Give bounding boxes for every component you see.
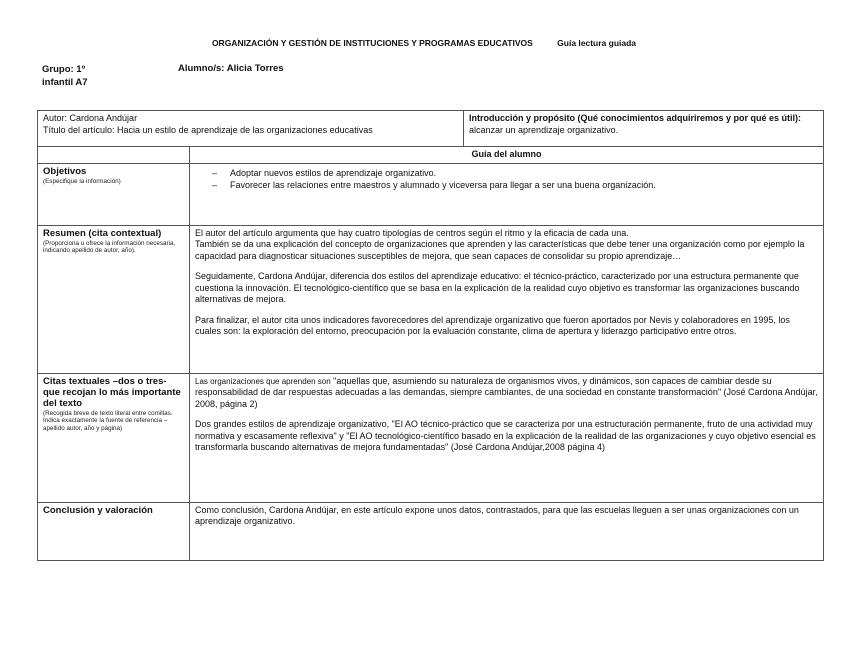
citas-paragraph-1 bbox=[195, 376, 818, 411]
resumen-paragraph-2: También se da una explicación del concepto de organizaciones que aprenden y las características que debe tener una organización como por ejemplo la capacidad para diagnosticar situaciones susceptibles de mejora, que sean capaces de consolidar su propio aprendizaje… bbox=[195, 239, 805, 261]
conclusion-label: Conclusión y valoración bbox=[43, 504, 153, 516]
citas-label: Citas textuales –dos o tres- que recojan lo más importante del texto bbox=[43, 375, 181, 409]
resumen-content bbox=[190, 225, 824, 373]
group-line-1: Grupo: 1º bbox=[42, 64, 86, 75]
resumen-paragraph-4: Para finalizar, el autor cita unos indicadores favorecedores del aprendizaje organizativo que fueron aportados por Nevis y colaboradores en 1995, los cuales son: la exploración del entorno, preocupación por la evaluación constante, clima de apertura y liderazgo participativo entre otros. bbox=[195, 314, 790, 336]
empty-cell bbox=[38, 147, 190, 164]
author-field: Autor: Cardona Andújar bbox=[43, 113, 138, 123]
info-row bbox=[38, 111, 824, 147]
citas-paragraph-2: Dos grandes estilos de aprendizaje organizativo, "El AO técnico-práctico que se caracteriza por una estructuración permanente, fruto de una actividad muy normativa y escasamente reflexiva" y "El AO tecnológico-científico basado en la explicación de la realidad de las organizaciones y cuyo objetivo esencial es transformarla buscando alternativas de mejora fundamentadas" (José Cardona Andújar,2008 página 4) bbox=[195, 419, 816, 452]
conclusion-row bbox=[38, 502, 824, 560]
guide-header-row bbox=[38, 147, 824, 164]
citas-row bbox=[38, 373, 824, 502]
reading-guide-table bbox=[37, 110, 824, 561]
article-info-cell bbox=[38, 111, 464, 147]
citas-hint: (Recogida breve de texto literal entre comillas. Indica exactamente la fuente de referencia –apellido autor, año y página) bbox=[43, 409, 173, 432]
document-header bbox=[0, 38, 848, 48]
list-item: – Adoptar nuevos estilos de aprendizaje organizativo. bbox=[230, 167, 818, 179]
citas-content bbox=[190, 373, 824, 502]
group-info bbox=[42, 63, 88, 89]
conclusion-label-cell bbox=[38, 502, 190, 560]
article-title-field: Título del artículo: Hacia un estilo de aprendizaje de las organizaciones educativas bbox=[43, 124, 373, 135]
objetivos-row bbox=[38, 163, 824, 225]
resumen-paragraph-1: El autor del artículo argumenta que hay cuatro tipologías de centros según el ritmo y la eficacia de cada una. bbox=[195, 227, 629, 238]
citas-label-cell bbox=[38, 373, 190, 502]
intro-value: alcanzar un aprendizaje organizativo. bbox=[469, 124, 619, 135]
citas-quote-1: "aquellas que, asumiendo su naturaleza de organismos vivos, y dinámicos, son capaces de cambiar desde su responsabilidad de dar respuestas adecuadas a las demandas, siempre cambiantes, de una sociedad en constante transformación" (José Cardona Andújar, 2008, página 2) bbox=[195, 375, 818, 409]
objetivos-hint: (Especifique la información) bbox=[43, 177, 121, 185]
objetivos-label: Objetivos bbox=[43, 165, 87, 177]
student-name: Alumno/s: Alicia Torres bbox=[178, 63, 284, 74]
document-title: ORGANIZACIÓN Y GESTIÓN DE INSTITUCIONES Y PROGRAMAS EDUCATIVOS bbox=[211, 38, 533, 48]
conclusion-content: Como conclusión, Cardona Andújar, en este artículo expone unos datos, contrastados, para que las escuelas lleguen a ser unas organizaciones con un aprendizaje organizativo. bbox=[190, 502, 824, 560]
resumen-hint: (Proporciona u ofrece la información necesaria, indicando apellido de autor, año). bbox=[43, 239, 176, 255]
objetivos-label-cell bbox=[38, 163, 190, 225]
list-item: – Favorecer las relaciones entre maestros y alumnado y viceversa para llegar a ser una buena organización. bbox=[230, 179, 818, 191]
citas-lead: Las organizaciones que aprenden son bbox=[195, 376, 331, 386]
resumen-row bbox=[38, 225, 824, 373]
intro-cell bbox=[464, 111, 824, 147]
resumen-label-cell bbox=[38, 225, 190, 373]
guide-type-label: Guía lectura guiada bbox=[557, 38, 637, 48]
group-line-2: infantil A7 bbox=[42, 77, 88, 88]
guide-header: Guía del alumno bbox=[190, 147, 824, 164]
resumen-paragraph-3: Seguidamente, Cardona Andújar, diferencia dos estilos del aprendizaje educativo: el técnico-práctico, caracterizado por una estructura permanente que cuestiona la innovación. El tecnológico-científico que se basa en la explicación de la realidad cuyo objetivo es transformar las organizaciones buscando alternativas de mejora. bbox=[195, 271, 800, 304]
objetivos-content bbox=[190, 163, 824, 225]
intro-label: Introducción y propósito (Qué conocimientos adquiriremos y por qué es útil): bbox=[469, 113, 802, 123]
objetivos-list bbox=[195, 167, 818, 191]
resumen-label: Resumen (cita contextual) bbox=[43, 227, 162, 239]
